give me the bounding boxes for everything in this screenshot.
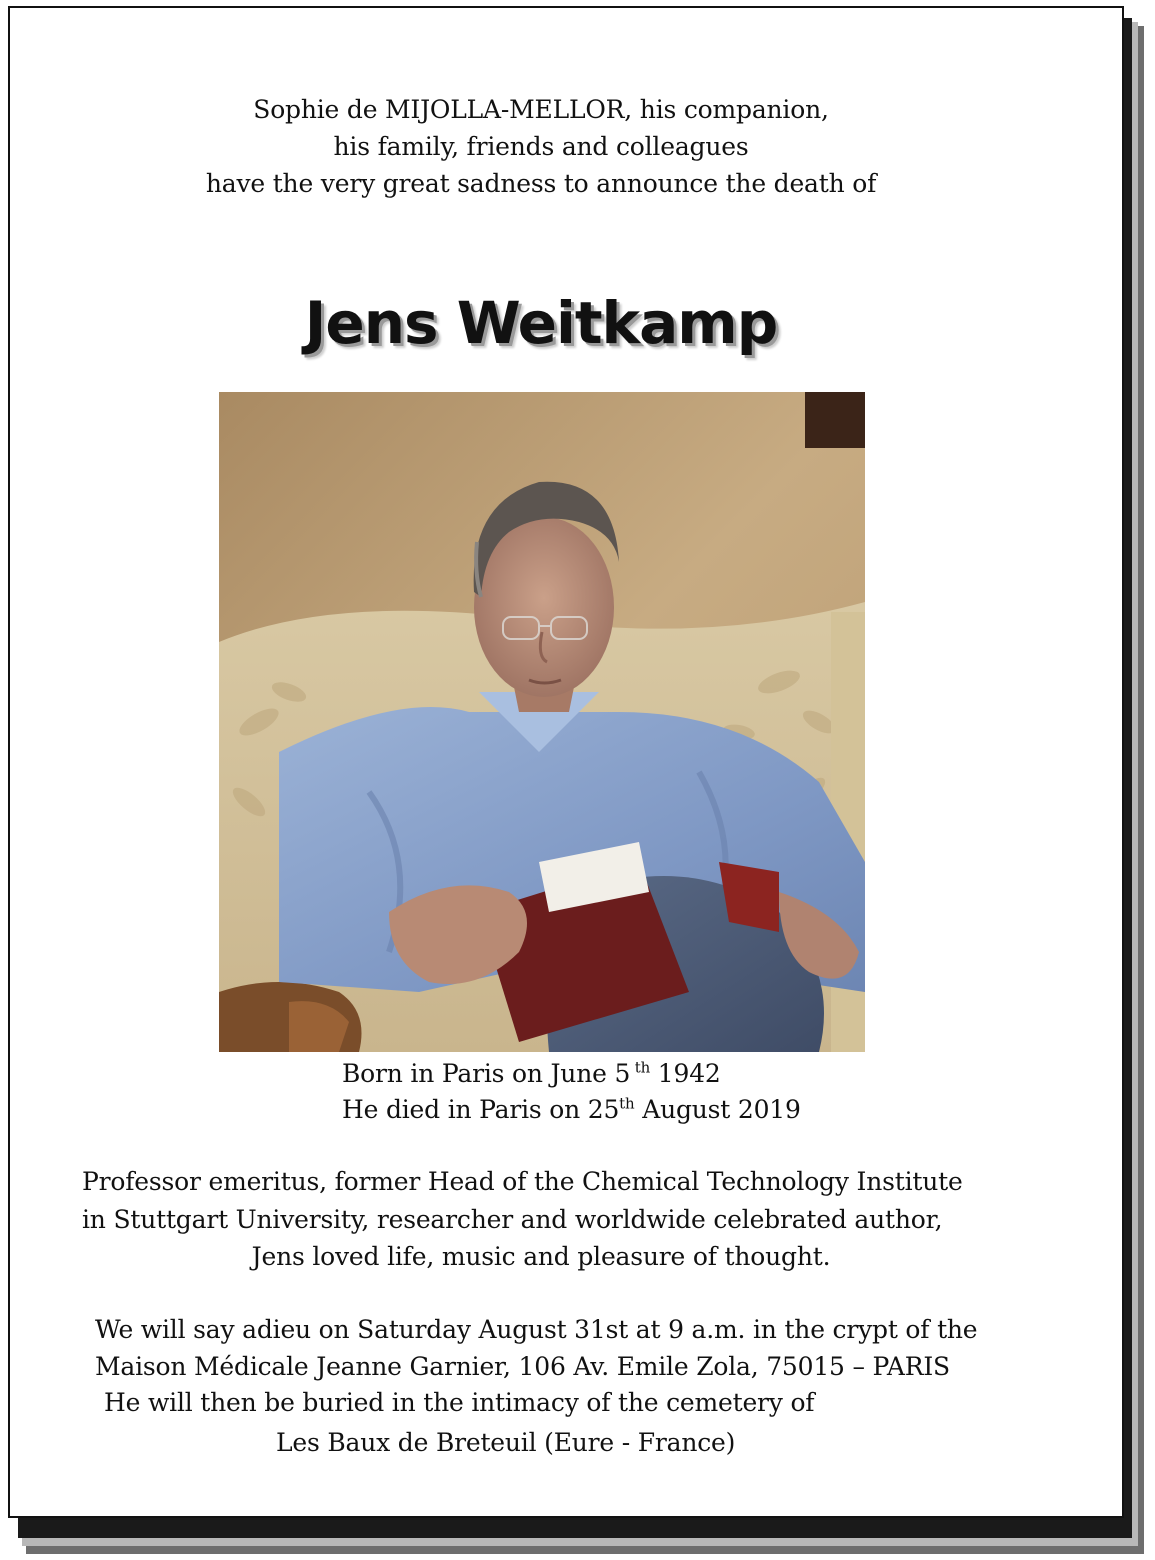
died-suffix: August 2019 [634,1095,801,1124]
born-line [342,1059,721,1089]
born-year: 1942 [650,1059,721,1088]
died-superscript: th [619,1094,635,1113]
bio-line-2: in Stuttgart University, researcher and worldwide celebrated author, [82,1205,943,1234]
born-prefix: Born in Paris on June 5 [342,1059,631,1088]
died-prefix: He died in Paris on 25 [342,1095,620,1124]
bio-line-3: Jens loved life, music and pleasure of thought. [251,1242,831,1271]
ceremony-line-4: Les Baux de Breteuil (Eure - France) [276,1428,736,1457]
deceased-name: Jens Weitkamp [304,289,778,357]
intro-line-3: have the very great sadness to announce the death of [205,169,877,198]
portrait-photo [219,392,865,1052]
intro-line-1: Sophie de MIJOLLA-MELLOR, his companion, [253,95,829,124]
born-superscript: th [630,1058,651,1077]
ceremony-line-2: Maison Médicale Jeanne Garnier, 106 Av. Emile Zola, 75015 – PARIS [95,1352,950,1381]
ceremony-line-1: We will say adieu on Saturday August 31st at 9 a.m. in the crypt of the [95,1315,978,1344]
intro-line-2: his family, friends and colleagues [333,132,749,161]
bio-line-1: Professor emeritus, former Head of the Chemical Technology Institute [82,1167,963,1196]
died-line [342,1095,801,1125]
ceremony-line-3: He will then be buried in the intimacy of the cemetery of [104,1388,815,1417]
